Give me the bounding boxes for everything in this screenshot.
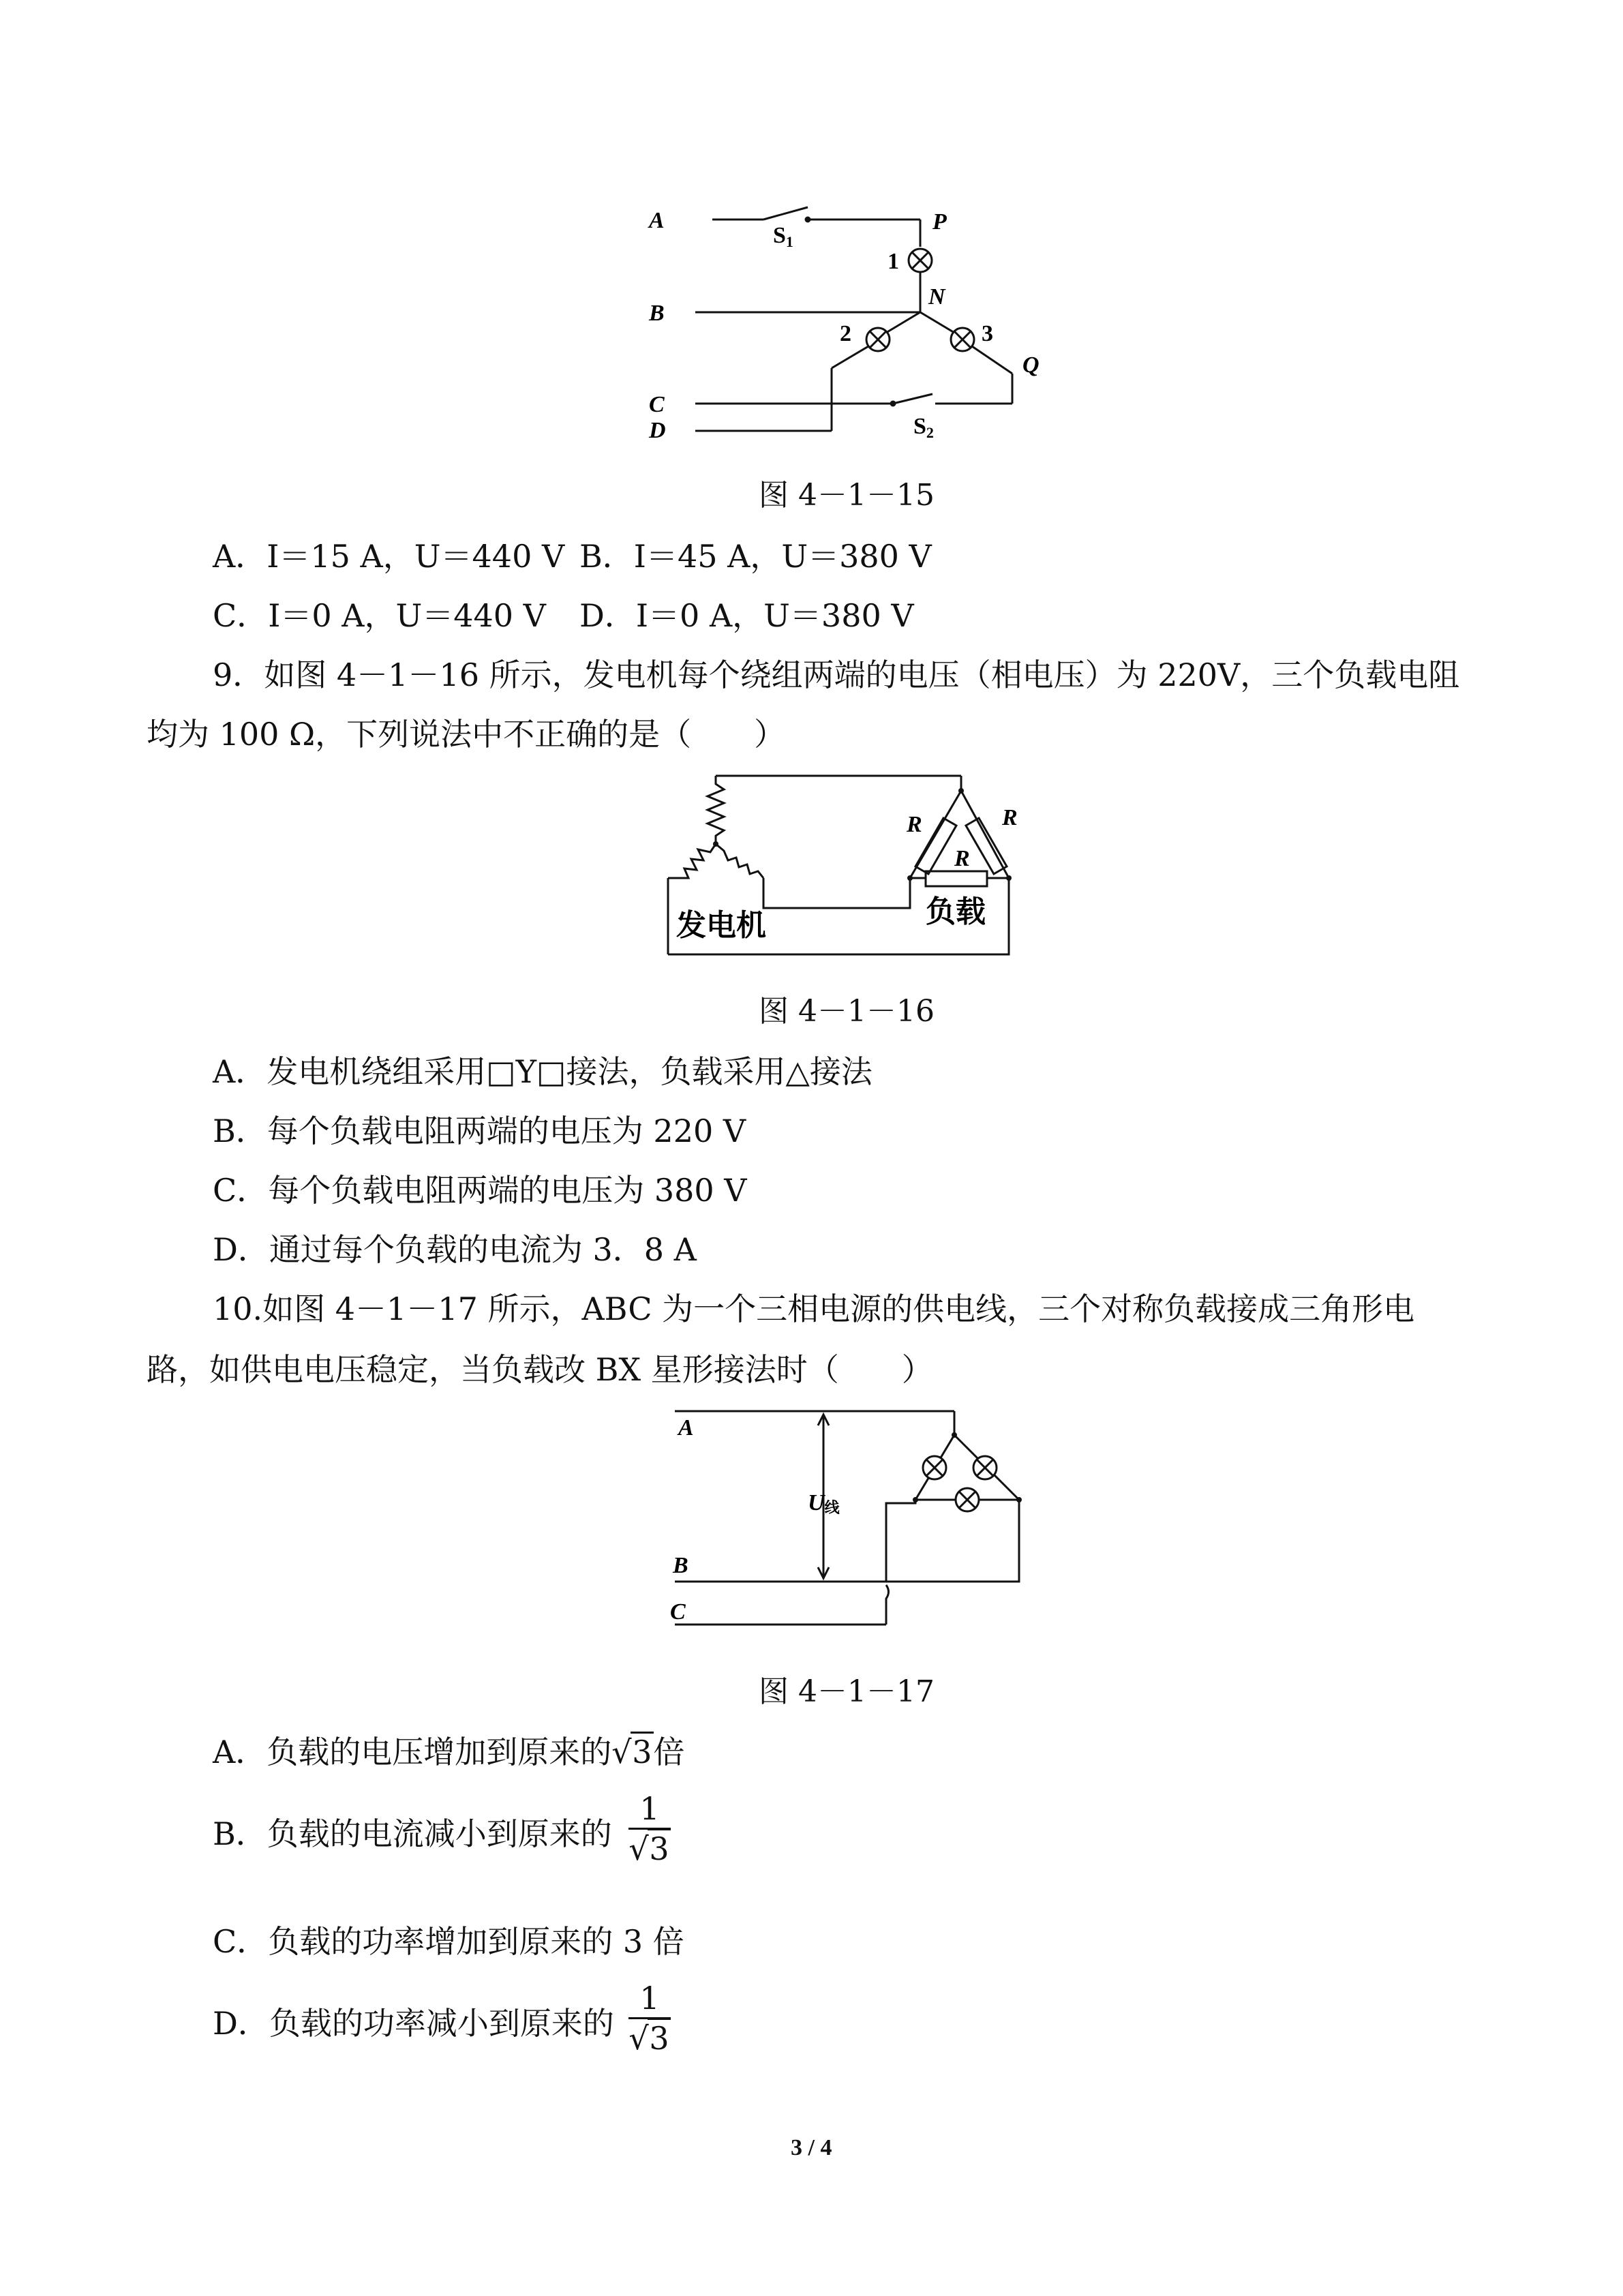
q8-option-a: A．I＝15 A，U＝440 V [213, 538, 565, 575]
label-lamp-3: 3 [982, 321, 993, 346]
label-s2: S2 [913, 414, 934, 441]
label-a: A [678, 1415, 694, 1440]
label-c: C [670, 1599, 686, 1625]
q10-option-b: B．负载的电流减小到原来的 [213, 1815, 612, 1852]
label-p: P [932, 209, 947, 235]
q10-option-a: A．负载的电压增加到原来的 √ 3倍 [213, 1732, 685, 1772]
label-lamp-2: 2 [840, 321, 851, 346]
label-a: A [649, 208, 665, 233]
q10-option-c: C．负载的功率增加到原来的 3 倍 [213, 1923, 684, 1960]
figure-4-1-17 [665, 1401, 1033, 1633]
figure-caption-17: 图 4－1－17 [759, 1674, 935, 1709]
label-r-right: R [1002, 805, 1018, 830]
q8-option-b: B．I＝45 A，U＝380 V [579, 538, 932, 575]
q9-stem-line1: 9．如图 4－1－16 所示，发电机每个绕组两端的电压（相电压）为 220V，三个负载电阻 [213, 656, 1460, 693]
q10-stem-line1: 10.如图 4－1－17 所示，ABC 为一个三相电源的供电线，三个对称负载接成三角形电 [213, 1290, 1415, 1327]
label-c: C [649, 392, 665, 417]
label-lamp-1: 1 [888, 249, 899, 274]
label-generator: 发电机 [676, 909, 766, 942]
figure-caption-15: 图 4－1－15 [759, 478, 935, 513]
label-load: 负载 [926, 895, 986, 928]
q8-option-c: C．I＝0 A，U＝440 V [213, 597, 546, 634]
q8-option-d: D．I＝0 A，U＝380 V [579, 597, 914, 634]
page-number: 3 / 4 [791, 2135, 832, 2160]
figure-4-1-15 [627, 198, 1104, 457]
sqrt-3: √ 3 [611, 1732, 653, 1772]
label-u-line: U线 [808, 1490, 840, 1517]
q10-option-d: D．负载的功率减小到原来的 [213, 2005, 614, 2042]
q9-option-c: C．每个负载电阻两端的电压为 380 V [213, 1172, 747, 1209]
figure-4-1-16 [661, 764, 1029, 968]
q9-option-d: D．通过每个负载的电流为 3．8 A [213, 1231, 697, 1268]
q9-option-b: B．每个负载电阻两端的电压为 220 V [213, 1113, 746, 1149]
label-r-bottom: R [954, 846, 970, 871]
label-s1: S1 [773, 223, 793, 250]
q10-stem-line2: 路，如供电电压稳定，当负载改 BX 星形接法时（ ） [147, 1351, 933, 1388]
label-q: Q [1022, 352, 1040, 378]
label-b: B [673, 1553, 688, 1578]
q9-stem-line2: 均为 100 Ω，下列说法中不正确的是（ ） [147, 716, 786, 753]
q9-option-a: A．发电机绕组采用□Y□接法，负载采用△接法 [213, 1053, 873, 1090]
fraction-one-over-sqrt3-b: 1 √ 3 [626, 1789, 673, 1868]
label-d: D [649, 418, 666, 443]
fraction-one-over-sqrt3-d: 1 √ 3 [626, 1979, 673, 2057]
label-b: B [649, 301, 665, 326]
label-n: N [928, 284, 945, 309]
label-r-left: R [907, 812, 922, 837]
figure-caption-16: 图 4－1－16 [759, 994, 935, 1029]
